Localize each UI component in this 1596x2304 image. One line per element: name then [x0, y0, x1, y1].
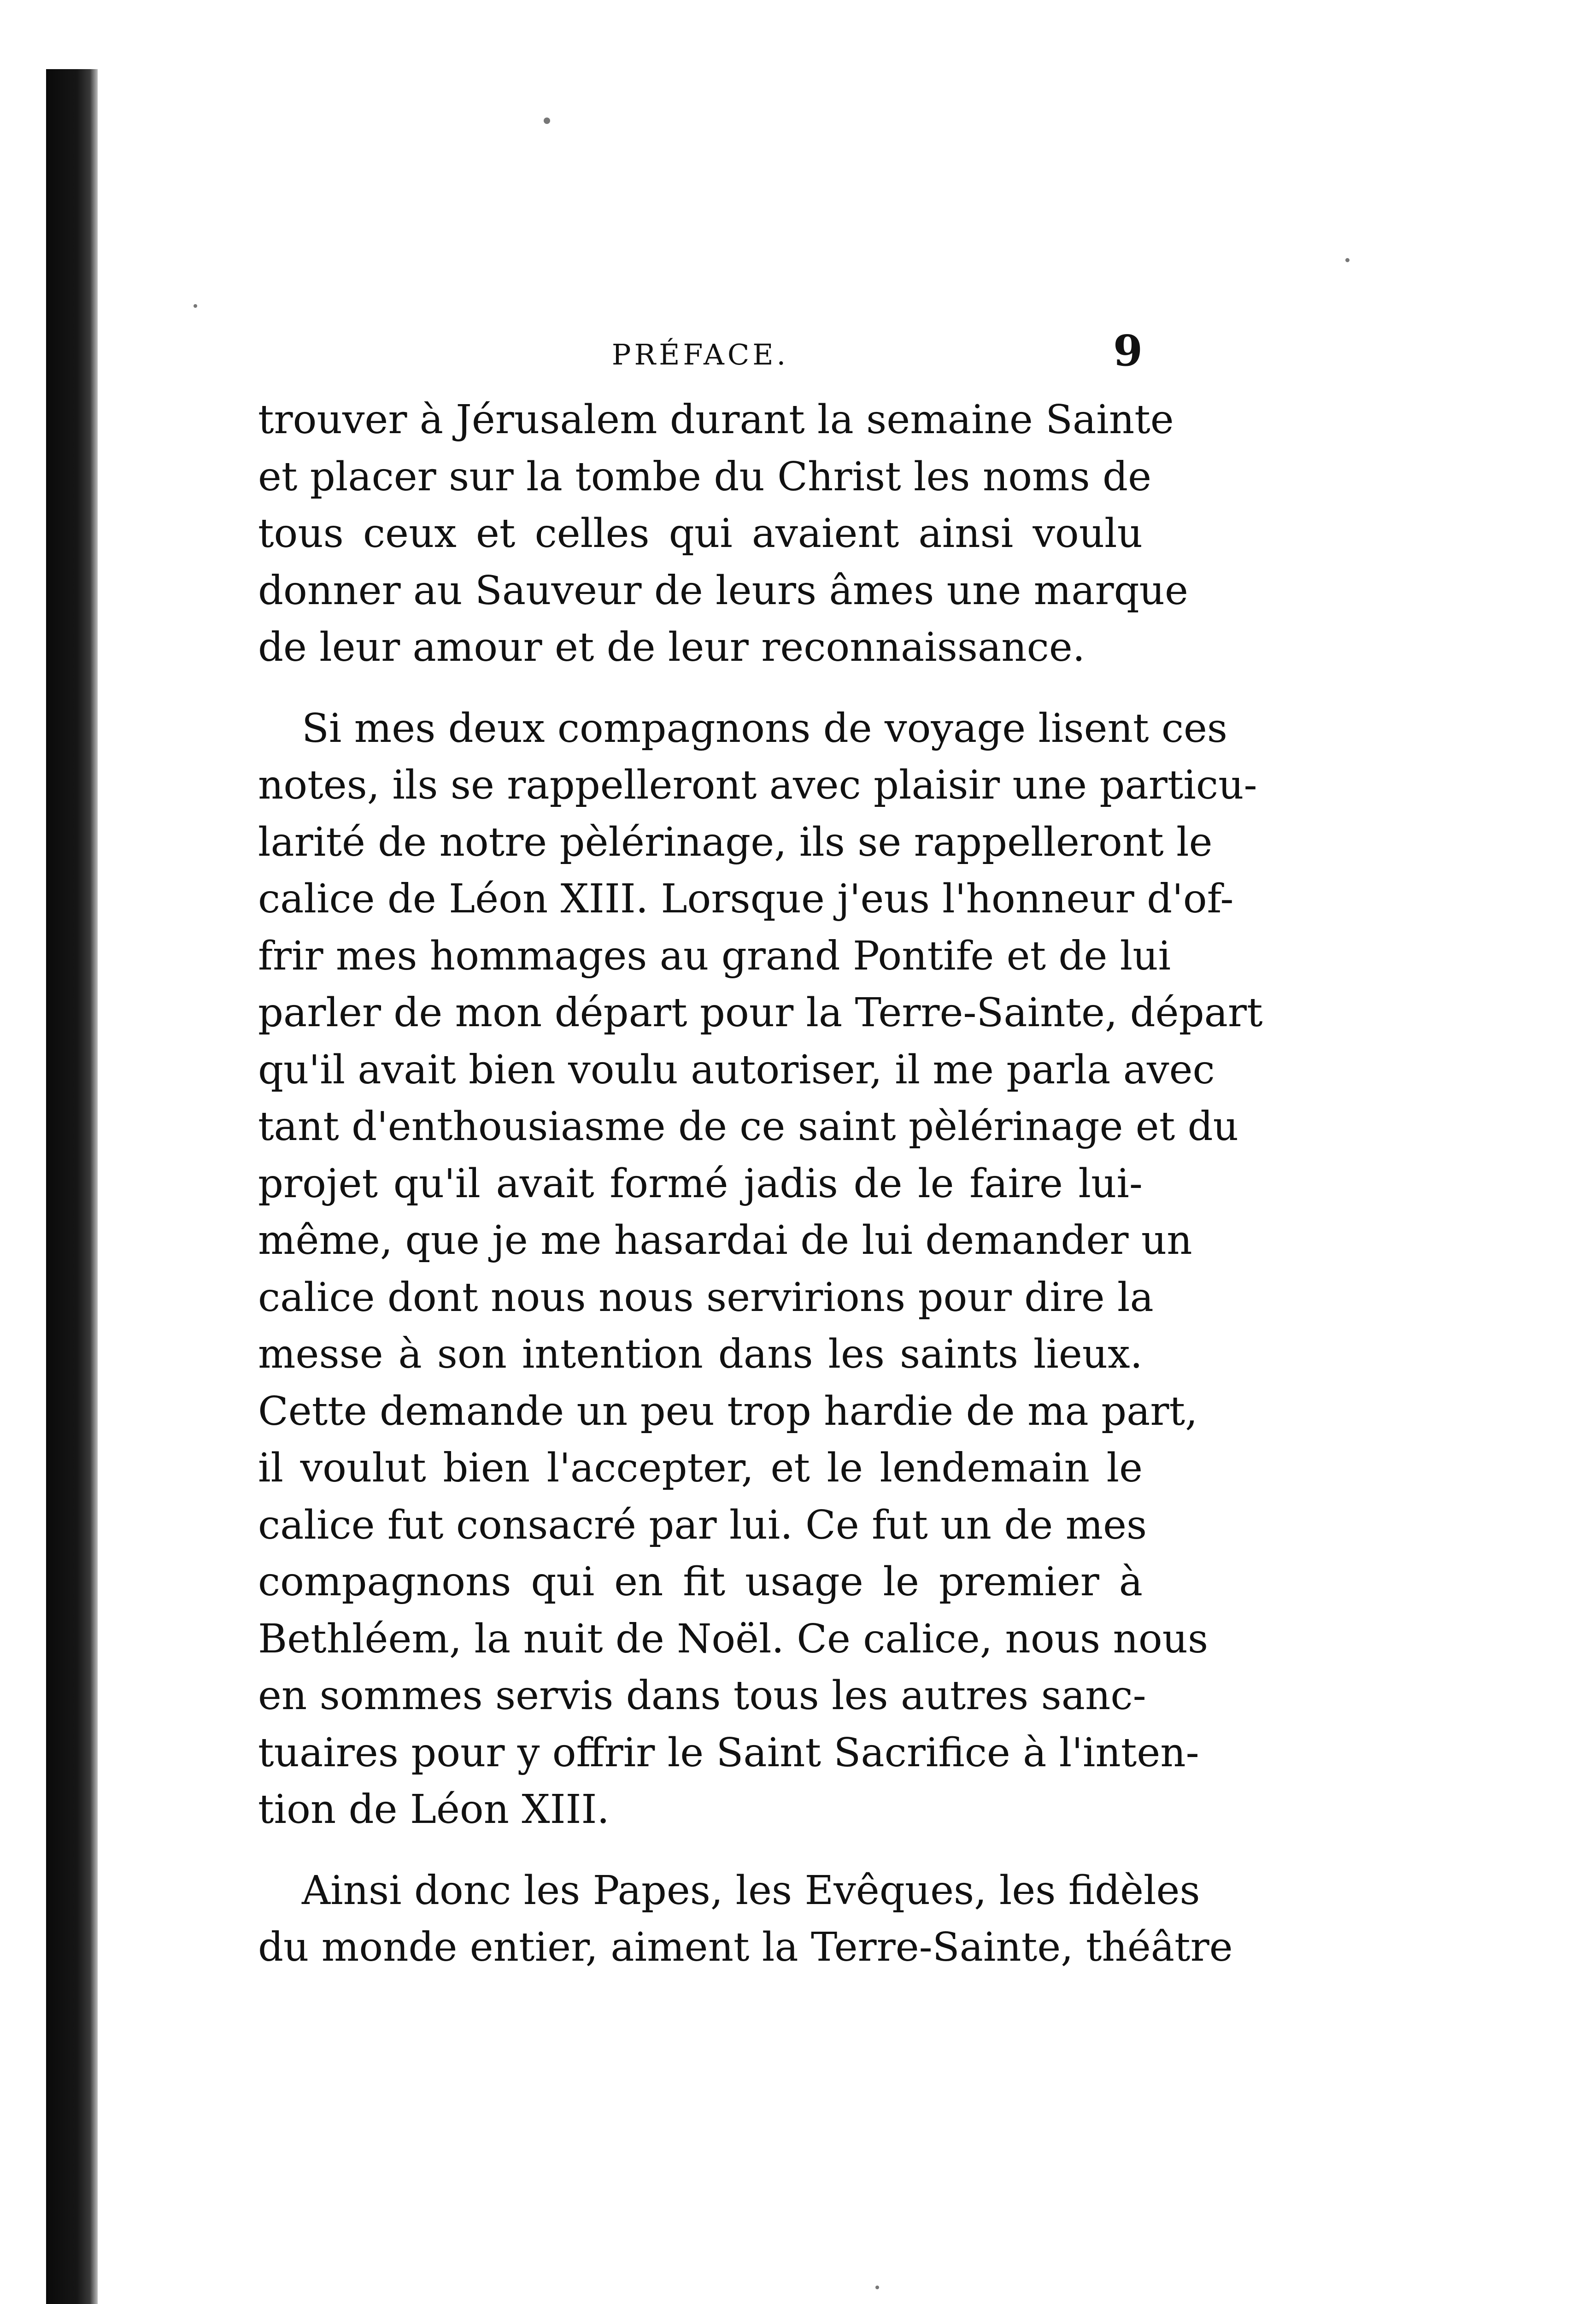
page-number: 9: [1113, 326, 1143, 376]
text-line: du monde entier, aiment la Terre-Sainte, théâtre: [258, 1924, 1233, 1970]
text-line: même, que je me hasardai de lui demander un: [258, 1217, 1192, 1264]
text-line: tion de Léon XIII.: [258, 1787, 610, 1833]
text-line: notes, ils se rappelleront avec plaisir une particu-: [258, 762, 1257, 808]
text-line: tant d'enthousiasme de ce saint pèlérinage et du: [258, 1104, 1239, 1150]
book-binding-shadow: [46, 69, 98, 2304]
text-line: donner au Sauveur de leurs âmes une marque: [258, 567, 1188, 614]
text-line: il voulut bien l'accepter, et le lendemain le: [258, 1445, 1143, 1491]
paper-speck: [544, 118, 550, 124]
text-line: compagnons qui en fit usage le premier à: [258, 1559, 1143, 1605]
text-line: Bethléem, la nuit de Noël. Ce calice, nous nous: [258, 1616, 1209, 1662]
text-line: de leur amour et de leur reconnaissance.: [258, 624, 1086, 670]
text-line: calice fut consacré par lui. Ce fut un de mes: [258, 1502, 1147, 1548]
text-line: frir mes hommages au grand Pontife et de lui: [258, 933, 1171, 979]
text-line: en sommes servis dans tous les autres sanc-: [258, 1673, 1146, 1719]
book-page: [258, 326, 1263, 1976]
text-line: tous ceux et celles qui avaient ainsi voulu: [258, 511, 1143, 557]
paragraph-3: [258, 1863, 1233, 1976]
running-head: [258, 326, 1143, 392]
paper-speck: [1345, 258, 1350, 262]
text-line: projet qu'il avait formé jadis de le faire lui-: [258, 1160, 1143, 1207]
text-line: calice dont nous nous servirions pour dire la: [258, 1274, 1154, 1321]
text-line: tuaires pour y offrir le Saint Sacrifice à l'inten-: [258, 1729, 1199, 1776]
text-line: et placer sur la tombe du Christ les noms de: [258, 453, 1151, 500]
text-line: messe à son intention dans les saints lieux.: [258, 1331, 1143, 1377]
text-line: calice de Léon XIII. Lorsque j'eus l'honneur d'of-: [258, 876, 1234, 922]
text-line: Si mes deux compagnons de voyage lisent ces: [302, 705, 1228, 752]
paper-speck: [875, 2286, 879, 2289]
text-line: parler de mon départ pour la Terre-Sainte, départ: [258, 990, 1263, 1036]
paper-speck: [194, 304, 197, 308]
text-line: larité de notre pèlérinage, ils se rappelleront le: [258, 819, 1213, 865]
text-line: Cette demande un peu trop hardie de ma part,: [258, 1388, 1198, 1434]
paragraph-2: [258, 700, 1263, 1839]
text-line: Ainsi donc les Papes, les Evêques, les fidèles: [302, 1867, 1200, 1914]
text-line: trouver à Jérusalem durant la semaine Sainte: [258, 397, 1174, 443]
paragraph-1: [258, 392, 1188, 676]
running-title: PRÉFACE.: [611, 338, 789, 371]
text-line: qu'il avait bien voulu autoriser, il me parla avec: [258, 1046, 1215, 1093]
